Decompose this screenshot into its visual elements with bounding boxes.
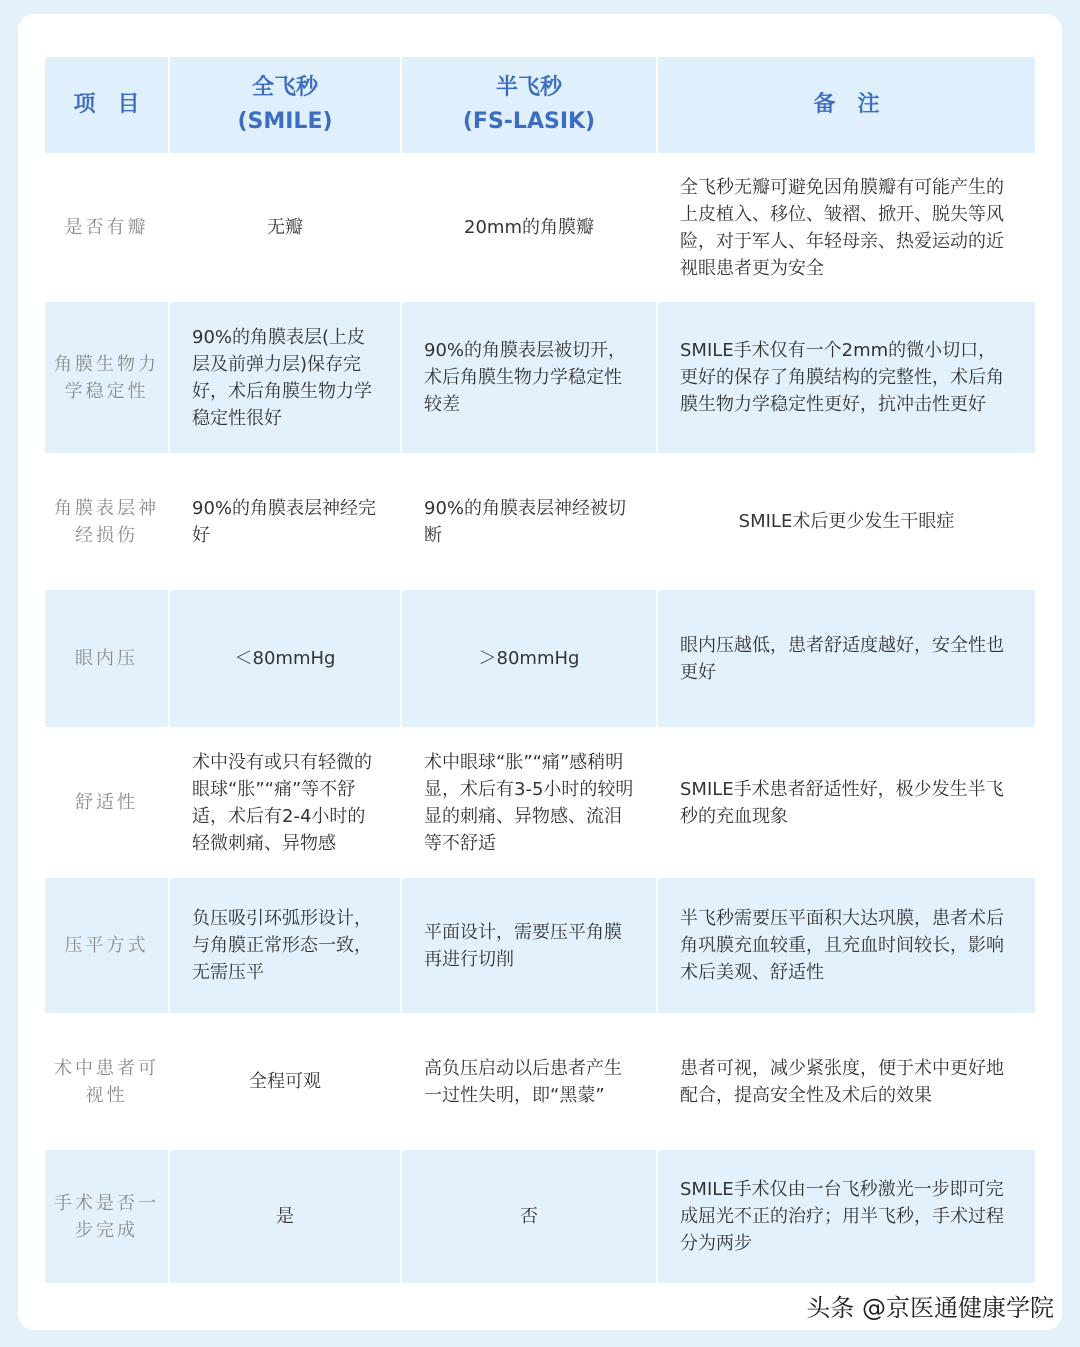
row-item: 角膜表层神经损伤 [54, 497, 159, 546]
table-row [45, 302, 1035, 453]
cell-note: 患者可视，减少紧张度，便于术中更好地配合，提高安全性及术后的效果 [680, 1057, 1004, 1106]
header-smile: 全飞秒 (SMILE) [170, 57, 400, 153]
cell-note: 全飞秒无瓣可避免因角膜瓣有可能产生的上皮植入、移位、皱褶、掀开、脱失等风险，对于军人、年轻母亲、热爱运动的近视眼患者更为安全 [680, 176, 1004, 279]
row-item: 舒适性 [75, 792, 138, 813]
table-row [45, 453, 1035, 590]
cell-lasik: 平面设计，需要压平角膜再进行切削 [402, 878, 656, 1013]
table-row [45, 1150, 1035, 1283]
cell-note: SMILE手术仅有一个2mm的微小切口，更好的保存了角膜结构的完整性，术后角膜生物力学稳定性更好，抗冲击性更好 [658, 302, 1035, 453]
cell-lasik: 高负压启动以后患者产生一过性失明，即“黑蒙” [424, 1057, 622, 1106]
header-lasik: 半飞秒 (FS-LASIK) [402, 57, 656, 153]
table-header-row [45, 57, 1035, 153]
cell-smile: ＜80mmHg [170, 590, 400, 727]
header-note: 备 注 [658, 57, 1035, 153]
cell-lasik: 90%的角膜表层神经被切断 [424, 497, 627, 546]
row-item: 压平方式 [45, 878, 168, 1013]
table-row [45, 590, 1035, 727]
cell-smile: 全程可观 [249, 1071, 321, 1092]
cell-lasik: 术中眼球“胀”“痛”感稍明显，术后有3-5小时的较明显的刺痛、异物感、流泪等不舒适 [424, 751, 634, 854]
cell-lasik: 90%的角膜表层被切开，术后角膜生物力学稳定性较差 [402, 302, 656, 453]
cell-note: SMILE手术仅由一台飞秒激光一步即可完成屈光不正的治疗；用半飞秒，手术过程分为两步 [658, 1150, 1035, 1283]
cell-lasik: 否 [402, 1150, 656, 1283]
cell-smile: 90%的角膜表层神经完好 [192, 497, 377, 546]
comparison-table [43, 57, 1037, 1283]
cell-smile: 术中没有或只有轻微的眼球“胀”“痛”等不舒适，术后有2-4小时的轻微刺痛、异物感 [192, 751, 372, 854]
table-row [45, 727, 1035, 878]
row-item: 眼内压 [45, 590, 168, 727]
cell-lasik: ＞80mmHg [402, 590, 656, 727]
cell-smile: 是 [170, 1150, 400, 1283]
row-item: 是否有瓣 [64, 217, 149, 238]
cell-lasik: 20mm的角膜瓣 [464, 217, 594, 238]
cell-smile: 无瓣 [267, 217, 303, 238]
cell-note: SMILE手术患者舒适性好，极少发生半飞秒的充血现象 [680, 778, 1004, 827]
row-item: 角膜生物力学稳定性 [45, 302, 168, 453]
cell-note: 眼内压越低，患者舒适度越好，安全性也更好 [658, 590, 1035, 727]
watermark: 头条 @京医通健康学院 [806, 1294, 1054, 1322]
row-item: 手术是否一步完成 [45, 1150, 168, 1283]
cell-smile: 90%的角膜表层(上皮层及前弹力层)保存完好，术后角膜生物力学稳定性很好 [170, 302, 400, 453]
row-item: 术中患者可视性 [54, 1057, 159, 1106]
table-row [45, 1013, 1035, 1150]
table-row [45, 153, 1035, 302]
cell-note: SMILE术后更少发生干眼症 [738, 511, 955, 532]
header-item: 项 目 [45, 57, 168, 153]
cell-smile: 负压吸引环弧形设计，与角膜正常形态一致，无需压平 [170, 878, 400, 1013]
table-row [45, 878, 1035, 1013]
cell-note: 半飞秒需要压平面积大达巩膜，患者术后角巩膜充血较重，且充血时间较长，影响术后美观、舒适性 [658, 878, 1035, 1013]
